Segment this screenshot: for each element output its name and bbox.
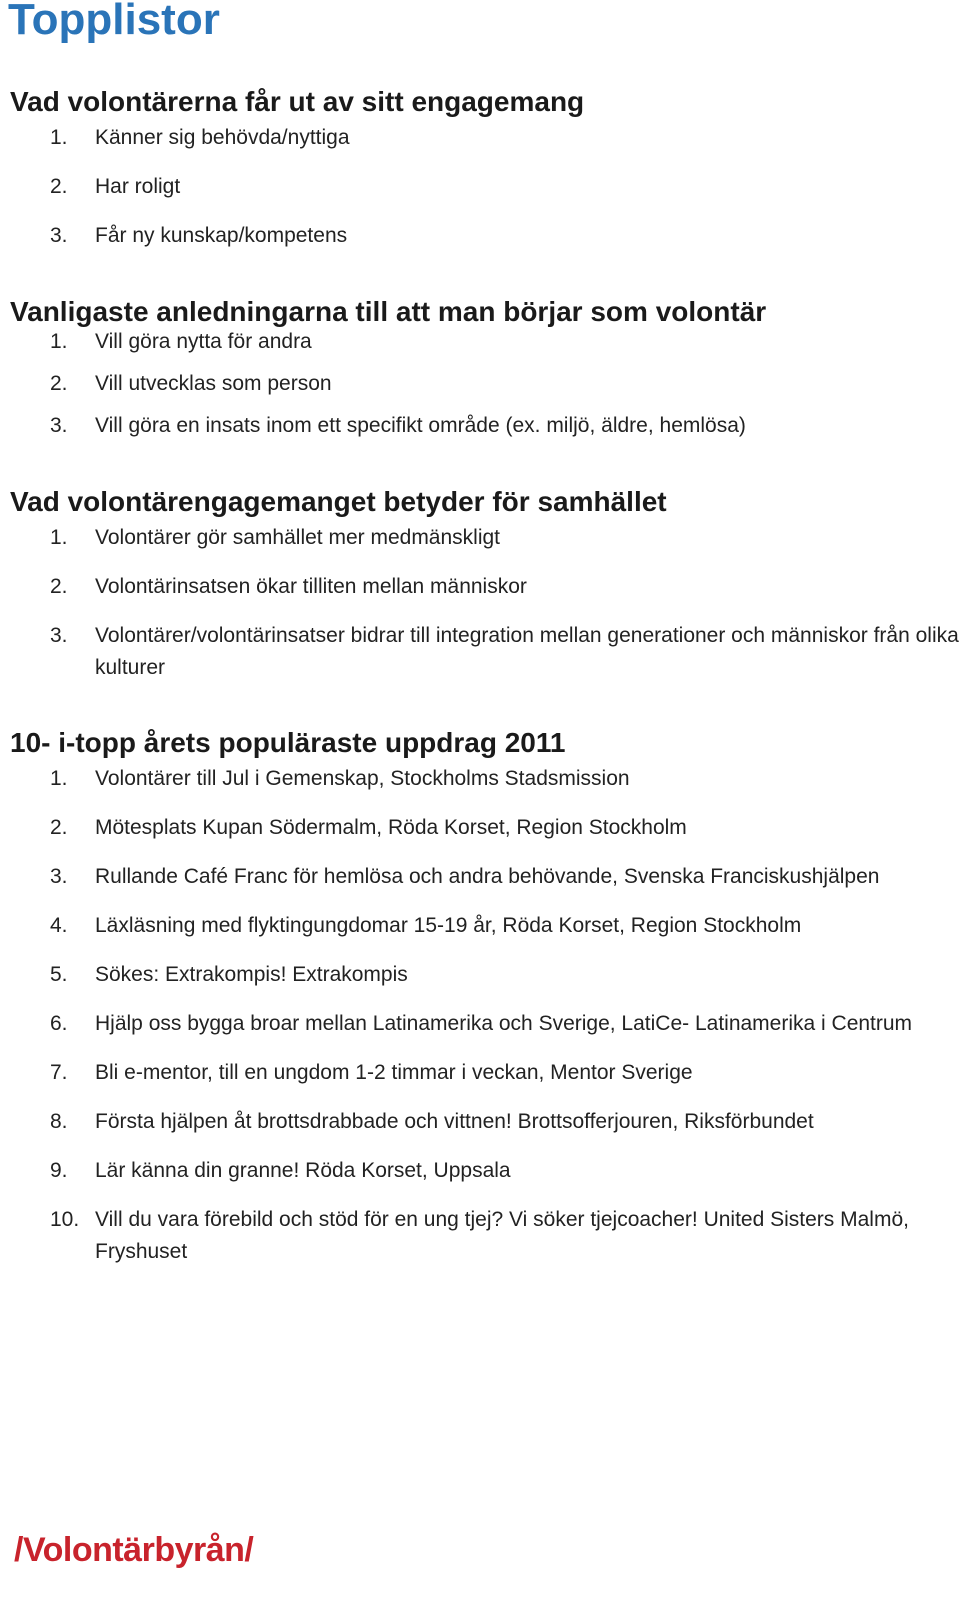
section-reasons-to-start [0, 295, 960, 442]
section-top-ten-2011 [0, 726, 960, 1268]
list-item: 10. Vill du vara förebild och stöd för en ung tjej? Vi söker tjejcoacher! United Sisters Malmö, Fryshuset [50, 1208, 909, 1263]
section-heading: 10- i-topp årets populäraste uppdrag 2011 [10, 727, 566, 758]
list-item: 3. Rullande Café Franc för hemlösa och andra behövande, Svenska Franciskushjälpen [50, 865, 880, 888]
page-title: Topplistor [8, 0, 220, 44]
section-heading: Vanligaste anledningarna till att man börjar som volontär [10, 296, 767, 327]
section-heading: Vad volontärerna får ut av sitt engagemang [10, 86, 585, 117]
list-item: 1. Vill göra nytta för andra [50, 330, 312, 353]
volontarbyran-logo: /Volontärbyrån/ [14, 1531, 254, 1569]
list-item: 4. Läxläsning med flyktingungdomar 15-19 år, Röda Korset, Region Stockholm [50, 914, 802, 937]
list-item: 3. Volontärer/volontärinsatser bidrar till integration mellan generationer och människor från olika kulturer [50, 624, 959, 679]
list-item: 9. Lär känna din granne! Röda Korset, Uppsala [50, 1159, 511, 1182]
list-item: 2. Volontärinsatsen ökar tilliten mellan människor [50, 575, 527, 598]
section-impact-on-society [0, 485, 960, 684]
list-item: 7. Bli e-mentor, till en ungdom 1-2 timmar i veckan, Mentor Sverige [50, 1061, 693, 1084]
section-volunteer-benefits [0, 85, 960, 252]
list-item: 6. Hjälp oss bygga broar mellan Latinamerika och Sverige, LatiCe- Latinamerika i Centrum [50, 1012, 913, 1035]
list-item: 5. Sökes: Extrakompis! Extrakompis [50, 963, 408, 986]
list-item: 2. Mötesplats Kupan Södermalm, Röda Korset, Region Stockholm [50, 816, 687, 839]
list-item: 1. Känner sig behövda/nyttiga [50, 126, 350, 149]
list-item: 2. Vill utvecklas som person [50, 372, 332, 395]
section-heading: Vad volontärengagemanget betyder för samhället [10, 486, 667, 517]
ranked-list [0, 122, 960, 252]
list-item: 3. Får ny kunskap/kompetens [50, 224, 348, 247]
list-item: 8. Första hjälpen åt brottsdrabbade och vittnen! Brottsofferjouren, Riksförbundet [50, 1110, 814, 1133]
list-item: 3. Vill göra en insats inom ett specifikt område (ex. miljö, äldre, hemlösa) [50, 414, 746, 437]
list-item: 2. Har roligt [50, 175, 181, 198]
ranked-list [0, 326, 960, 442]
ranked-list [0, 522, 960, 684]
list-item: 1. Volontärer till Jul i Gemenskap, Stockholms Stadsmission [50, 767, 630, 790]
ranked-list [0, 763, 960, 1268]
list-item: 1. Volontärer gör samhället mer medmänskligt [50, 526, 501, 549]
